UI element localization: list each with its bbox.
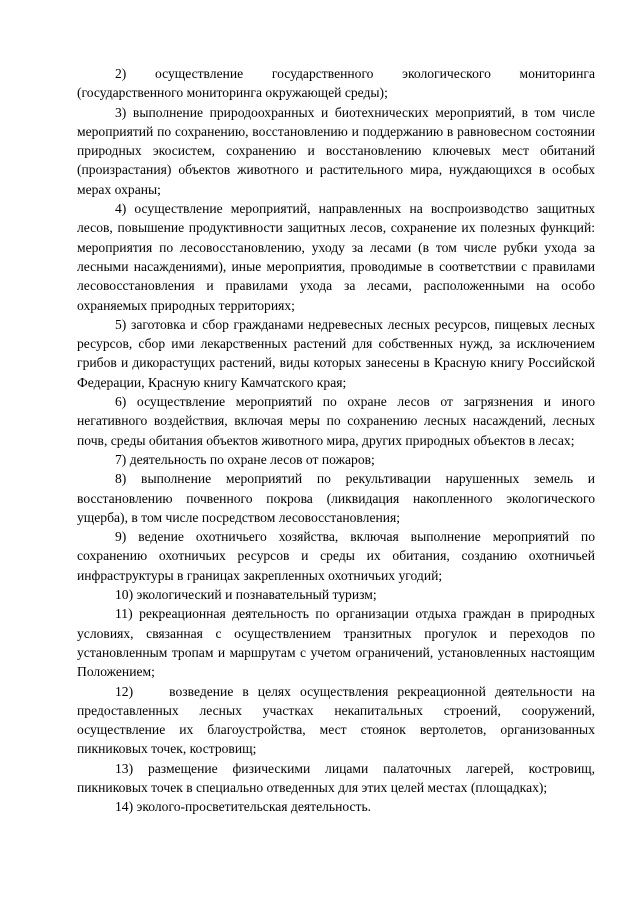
list-item-13: 13) размещение физическими лицами палаточных лагерей, костровищ, пикниковых точек в специально отведенных для этих целей местах (площадках); xyxy=(77,760,595,795)
list-item-5: 5) заготовка и сбор гражданами недревесных лесных ресурсов, пищевых лесных ресурсов, сбор ими лекарственных растений для собственных нужд, за исключением грибов и дикорастущих растений, виды которых занесены в Красную книгу Российской Федерации, Красную книгу Камчатского края; xyxy=(77,316,595,390)
list-item-6: 6) осуществление мероприятий по охране лесов от загрязнения и иного негативного воздействия, включая меры по сохранению лесных насаждений, лесных почв, среды обитания объектов животного мира, других природных объектов в лесах; xyxy=(77,394,595,448)
document-body xyxy=(77,64,595,817)
list-item-12: 12) возведение в целях осуществления рекреационной деятельности на предоставленных лесных участках некапитальных строений, сооружений, осуществление их благоустройства, мест стоянок вертолетов, организованных пикниковых точек, костровищ; xyxy=(77,683,595,757)
list-item-9: 9) ведение охотничьего хозяйства, включая выполнение мероприятий по сохранению охотничьих ресурсов и среды их обитания, созданию охотничьей инфраструктуры в границах закрепленных охотничьих угодий; xyxy=(77,529,595,583)
list-item-10: 10) экологический и познавательный туризм; xyxy=(115,587,377,603)
list-item-4: 4) осуществление мероприятий, направленных на воспроизводство защитных лесов, повышение продуктивности защитных лесов, сохранение их полезных функций: мероприятия по лесовосстановлению, уходу за лесами (в том числе рубки ухода за лесными насаждениями), иные мероприятия, проводимые в соответствии с правилами лесовосстановления и правилами ухода за лесами, расположенными на особо охраняемых природных территориях; xyxy=(77,201,595,313)
list-item-14: 14) эколого-просветительская деятельность. xyxy=(115,799,372,815)
list-item-11: 11) рекреационная деятельность по организации отдыха граждан в природных условиях, связанная с осуществлением транзитных прогулок и переходов по установленным тропам и маршрутам с учетом ограничений, установленных настоящим Положением; xyxy=(77,606,595,680)
list-item-2: 2) осуществление государственного экологического мониторинга (государственного мониторинга окружающей среды); xyxy=(77,66,595,101)
list-item-7: 7) деятельность по охране лесов от пожаров; xyxy=(115,451,375,467)
list-item-8: 8) выполнение мероприятий по рекультивации нарушенных земель и восстановлению почвенного покрова (ликвидация накопленного экологического ущерба), в том числе посредством лесовосстановления; xyxy=(77,471,595,525)
list-item-3: 3) выполнение природоохранных и биотехнических мероприятий, в том числе мероприятий по сохранению, восстановлению и поддержанию в равновесном состоянии природных экосистем, сохранению и восстановлению ключевых мест обитаний (произрастания) объектов животного и растительного мира, нуждающихся в особых мерах охраны; xyxy=(77,104,595,197)
